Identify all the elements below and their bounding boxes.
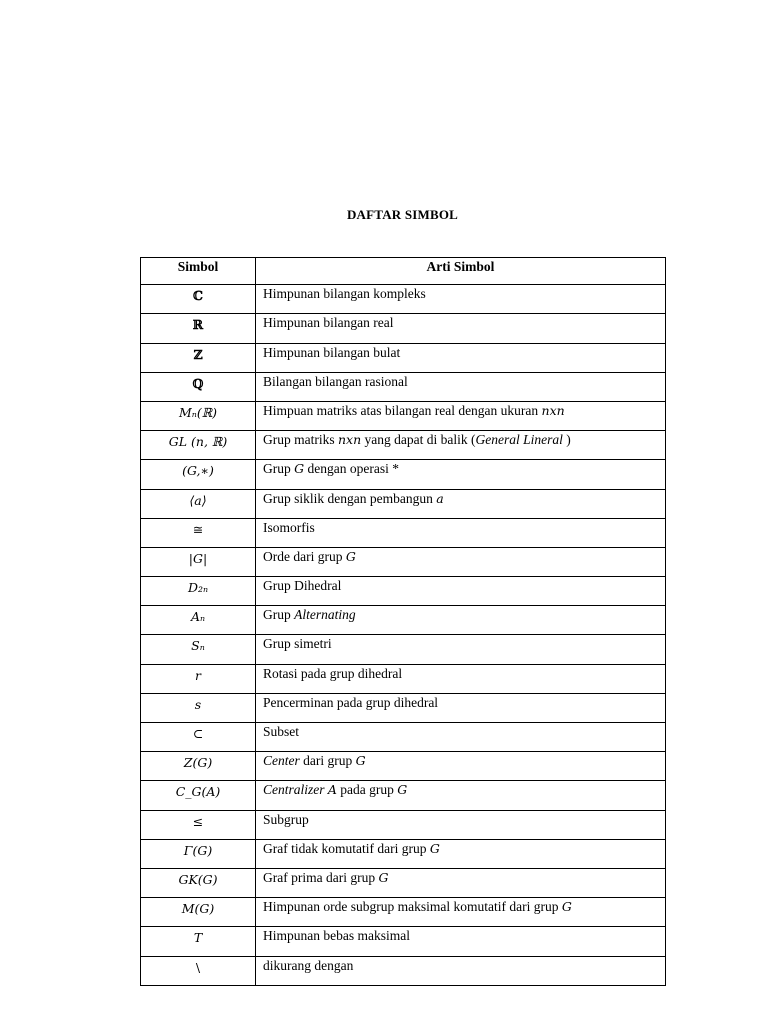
italic-term: Alternating xyxy=(294,607,356,623)
meaning-text: dari grup xyxy=(299,753,356,769)
meaning-cell xyxy=(256,372,666,401)
symbol-cell: ℝ xyxy=(141,314,256,343)
page-title: DAFTAR SIMBOL xyxy=(346,207,459,222)
symbol-cell: s xyxy=(141,693,256,722)
table-row xyxy=(141,518,666,547)
symbol-cell: M(G) xyxy=(141,898,256,927)
math-term: G xyxy=(355,753,366,769)
symbol-cell: ℤ xyxy=(141,343,256,372)
symbol-cell: ℂ xyxy=(141,285,256,314)
meaning-text: dengan operasi * xyxy=(304,461,399,477)
math-term: A xyxy=(327,782,337,798)
meaning-cell xyxy=(256,693,666,722)
meaning-text: Grup xyxy=(263,461,295,477)
meaning-text: Himpunan orde subgrup maksimal komutatif dari grup xyxy=(263,899,562,915)
math-term: a xyxy=(436,490,444,506)
meaning-cell xyxy=(256,343,666,372)
meaning-cell xyxy=(256,810,666,839)
table-row xyxy=(141,868,666,897)
table-row xyxy=(141,460,666,489)
column-header-symbol: Simbol xyxy=(141,258,256,285)
meaning-cell xyxy=(256,927,666,956)
meaning-text: Pencerminan pada grup dihedral xyxy=(263,694,439,710)
meaning-text: Grup Dihedral xyxy=(263,578,342,594)
table-row xyxy=(141,839,666,868)
table-row xyxy=(141,606,666,635)
meaning-cell xyxy=(256,723,666,752)
italic-term: General Lineral xyxy=(475,432,563,448)
meaning-text: Subset xyxy=(263,724,300,739)
meaning-text: Himpunan bilangan bulat xyxy=(263,344,401,360)
table-row xyxy=(141,927,666,956)
math-term: G xyxy=(294,461,305,477)
meaning-text: pada grup xyxy=(336,782,398,798)
meaning-cell xyxy=(256,752,666,781)
meaning-cell xyxy=(256,518,666,547)
meaning-cell xyxy=(256,664,666,693)
meaning-text: Bilangan bilangan rasional xyxy=(263,373,408,389)
meaning-cell xyxy=(256,898,666,927)
meaning-cell xyxy=(256,460,666,489)
meaning-text: Grup matriks xyxy=(263,432,338,448)
meaning-cell xyxy=(256,606,666,635)
meaning-cell xyxy=(256,314,666,343)
meaning-cell xyxy=(256,401,666,430)
symbol-table xyxy=(140,257,666,986)
meaning-cell xyxy=(256,868,666,897)
table-row xyxy=(141,664,666,693)
table-row xyxy=(141,547,666,576)
table-row xyxy=(141,401,666,430)
meaning-text: dikurang dengan xyxy=(263,957,354,973)
italic-term: Centralizer xyxy=(263,782,325,798)
math-term: G xyxy=(561,899,572,915)
table-row xyxy=(141,635,666,664)
meaning-text: yang dapat di balik ( xyxy=(361,432,476,448)
math-term: G xyxy=(378,869,389,885)
symbol-cell: Aₙ xyxy=(141,606,256,635)
symbol-cell: D₂ₙ xyxy=(141,577,256,606)
table-row xyxy=(141,693,666,722)
table-row xyxy=(141,752,666,781)
meaning-text: Rotasi pada grup dihedral xyxy=(263,665,403,681)
meaning-cell xyxy=(256,577,666,606)
meaning-text: Grup xyxy=(263,607,295,623)
meaning-cell xyxy=(256,781,666,810)
meaning-text: Subgrup xyxy=(263,811,309,827)
italic-term: Center xyxy=(263,753,300,769)
symbol-cell: Γ(G) xyxy=(141,839,256,868)
symbol-cell: (G,∗) xyxy=(141,460,256,489)
meaning-cell xyxy=(256,431,666,460)
meaning-text: Graf tidak komutatif dari grup xyxy=(263,840,430,856)
meaning-text: Himpunan bebas maksimal xyxy=(263,928,410,944)
table-row xyxy=(141,577,666,606)
table-row xyxy=(141,956,666,985)
table-row xyxy=(141,723,666,752)
symbol-cell: GK(G) xyxy=(141,868,256,897)
symbol-cell: ≤ xyxy=(141,810,256,839)
math-term: G xyxy=(397,782,408,798)
table-header-row xyxy=(141,258,666,285)
meaning-text: Himpuan matriks atas bilangan real dengan ukuran xyxy=(263,402,542,418)
table-row xyxy=(141,343,666,372)
symbol-cell: \ xyxy=(141,956,256,985)
meaning-text: Grup simetri xyxy=(263,636,332,652)
meaning-text: Graf prima dari grup xyxy=(263,869,379,885)
meaning-cell xyxy=(256,489,666,518)
symbol-cell: ⟨a⟩ xyxy=(141,489,256,518)
table-row xyxy=(141,810,666,839)
table-row xyxy=(141,285,666,314)
meaning-cell xyxy=(256,285,666,314)
symbol-cell: T xyxy=(141,927,256,956)
math-term: nxn xyxy=(541,402,565,418)
math-term: G xyxy=(429,840,440,856)
table-row xyxy=(141,372,666,401)
symbol-cell: r xyxy=(141,664,256,693)
table-row xyxy=(141,781,666,810)
meaning-text: Orde dari grup xyxy=(263,548,346,564)
meaning-text: Isomorfis xyxy=(263,519,315,535)
table-row xyxy=(141,431,666,460)
table-row xyxy=(141,314,666,343)
symbol-cell: ⊂ xyxy=(141,723,256,752)
meaning-text: ) xyxy=(562,432,571,448)
table-row xyxy=(141,898,666,927)
column-header-meaning: Arti Simbol xyxy=(256,258,666,285)
symbol-cell: C_G(A) xyxy=(141,781,256,810)
meaning-text: Grup siklik dengan pembangun xyxy=(263,490,437,506)
math-term: G xyxy=(345,548,356,564)
table-row xyxy=(141,489,666,518)
meaning-cell xyxy=(256,956,666,985)
meaning-text: Himpunan bilangan kompleks xyxy=(263,286,426,302)
meaning-text: Himpunan bilangan real xyxy=(263,315,394,331)
symbol-cell: Mₙ(ℝ) xyxy=(141,401,256,430)
symbol-cell: |G| xyxy=(141,547,256,576)
meaning-cell xyxy=(256,839,666,868)
math-term: nxn xyxy=(338,432,362,448)
symbol-cell: GL (n, ℝ) xyxy=(141,431,256,460)
table-body xyxy=(141,285,666,986)
symbol-cell: ≅ xyxy=(141,518,256,547)
symbol-cell: ℚ xyxy=(141,372,256,401)
meaning-cell xyxy=(256,547,666,576)
symbol-cell: Z(G) xyxy=(141,752,256,781)
symbol-cell: Sₙ xyxy=(141,635,256,664)
meaning-cell xyxy=(256,635,666,664)
